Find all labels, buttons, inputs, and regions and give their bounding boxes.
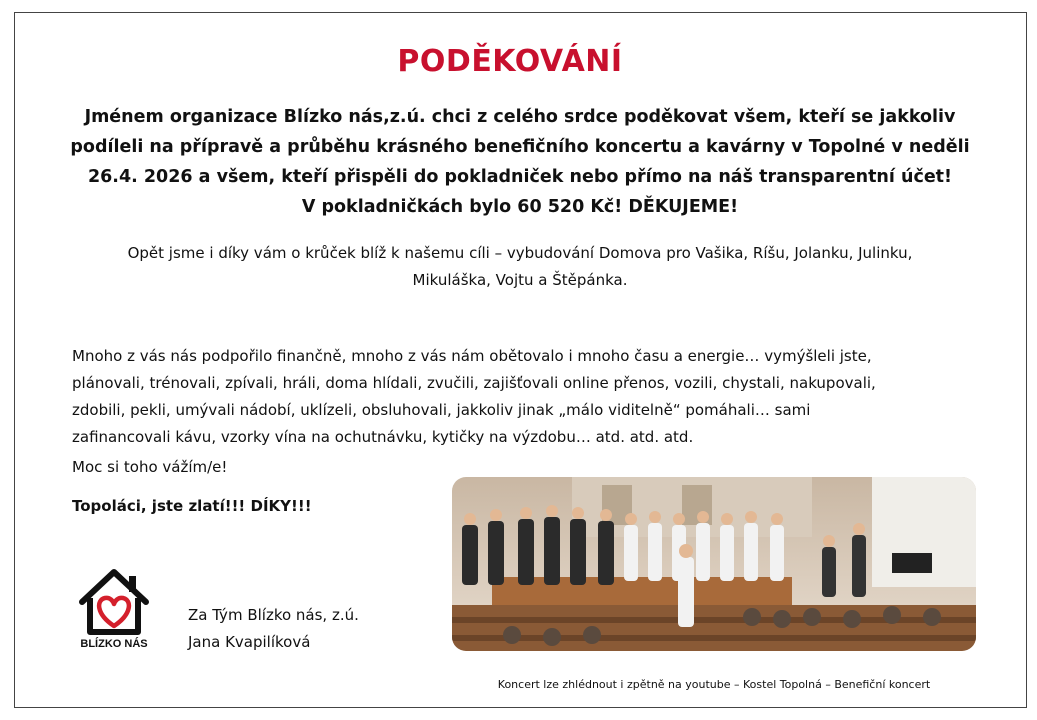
signature [188,602,359,656]
goal-line: Opět jsme i díky vám o krůček blíž k našemu cíli – vybudování Domova pro Vašika, Ríšu, Jolanku, Julinku, [127,244,913,262]
goal-paragraph [40,240,1000,294]
body-line: Mnoho z vás nás podpořilo finančně, mnoho z vás nám obětovalo i mnoho času a energie… vymýšleli jste, [72,347,872,365]
thanks-paragraph [40,102,1000,222]
thanks-line: podíleli na přípravě a průběhu krásného benefičního koncertu a kavárny v Topolné v neděli [70,137,970,157]
concert-choir-image [452,477,976,651]
page-title: PODĚKOVÁNÍ [397,44,623,79]
body-paragraph [72,343,972,451]
thanks-line: V pokladničkách bylo 60 520 Kč! DĚKUJEME! [301,197,739,217]
signature-name: Jana Kvapilíková [188,633,311,651]
concert-photo [452,477,976,651]
signature-team: Za Tým Blízko nás, z.ú. [188,606,359,624]
logo-text: BLÍZKO NÁS [80,638,148,650]
house-heart-icon [74,566,154,638]
appreciation-text: Moc si toho vážím/e! [72,458,228,476]
body-line: plánovali, trénovali, zpívali, hráli, doma hlídali, zvučili, zajišťovali online přenos, vozili, chystali, nakupovali, [72,374,876,392]
thanks-line: 26.4. 2026 a všem, kteří přispěli do pokladniček nebo přímo na náš transparentní účet! [87,167,953,187]
organization-logo [74,566,154,654]
body-line: zdobili, pekli, umývali nádobí, uklízeli, obsluhovali, jakkoliv jinak „málo viditelně“ pomáhali… sami [72,401,811,419]
thanks-line: Jménem organizace Blízko nás,z.ú. chci z celého srdce poděkovat všem, kteří se jakkoliv [84,107,956,127]
body-line: zafinancovali kávu, vzorky vína na ochutnávku, kytičky na výzdobu… atd. atd. atd. [72,428,694,446]
photo-caption: Koncert lze zhlédnout i zpětně na youtube – Kostel Topolná – Benefiční koncert [497,678,931,691]
goal-line: Mikuláška, Vojtu a Štěpánka. [412,271,628,289]
closing-thanks: Topoláci, jste zlatí!!! DÍKY!!! [72,497,312,515]
